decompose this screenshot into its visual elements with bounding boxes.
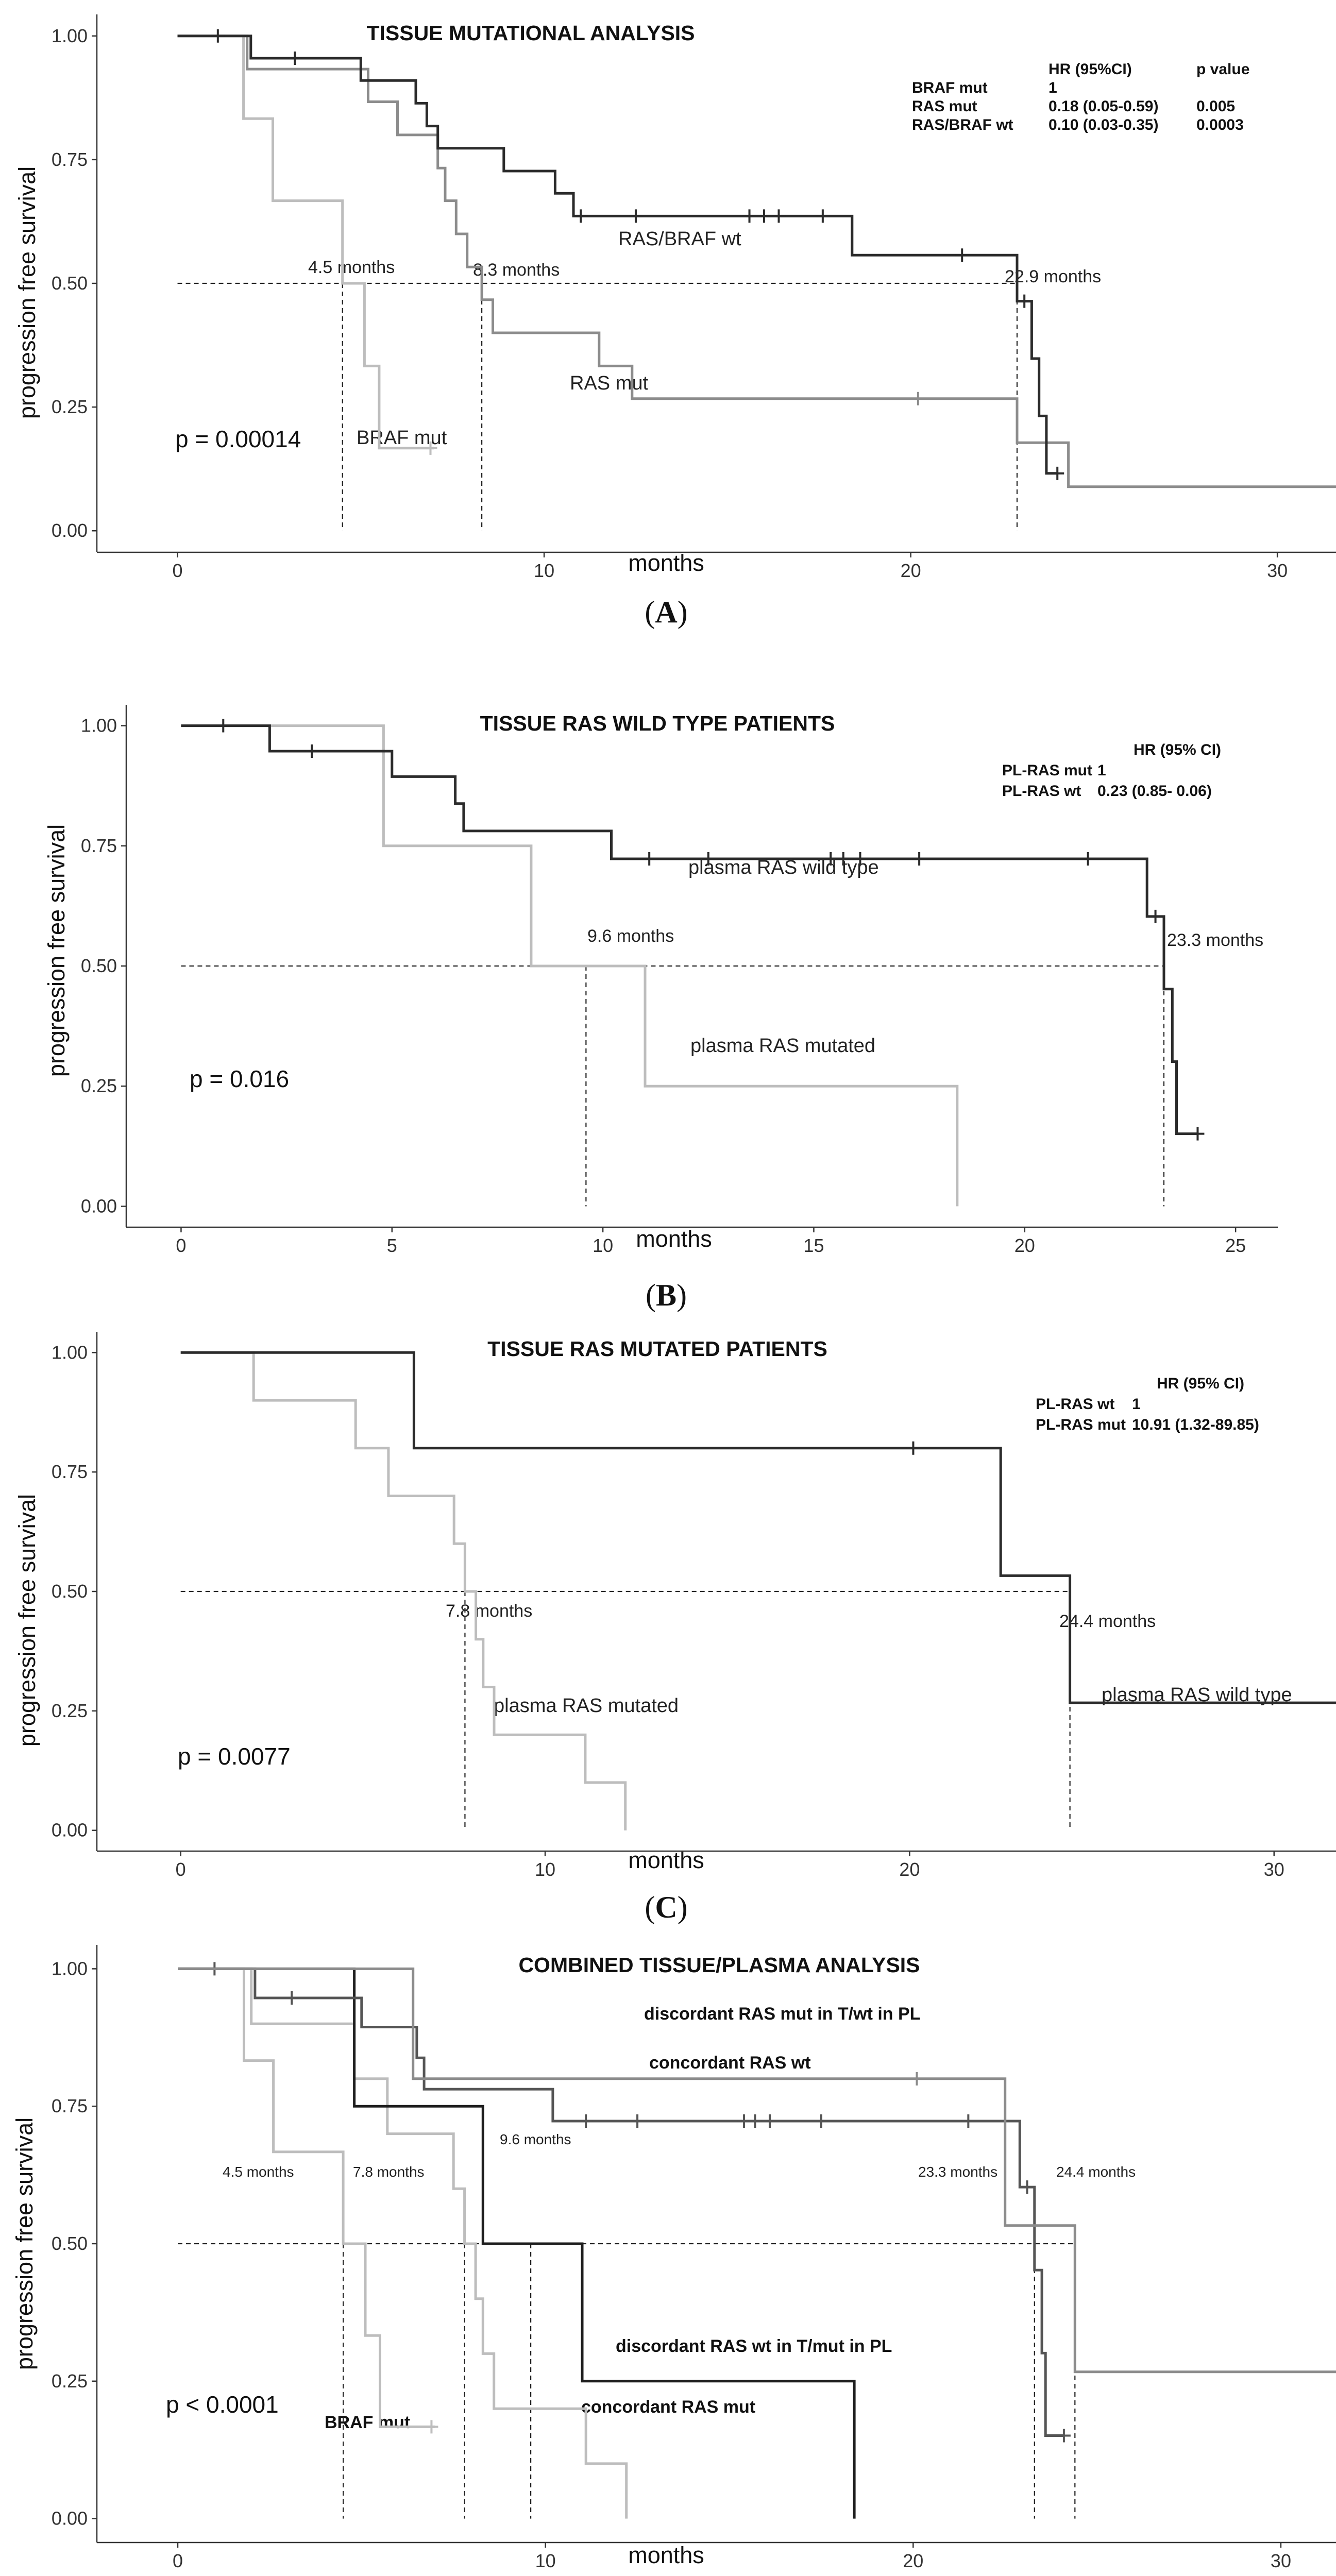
hr-row-label: BRAF mut: [912, 79, 988, 96]
censor-mark: [425, 2420, 438, 2433]
x-tick-label: 0: [172, 2550, 183, 2571]
censor-mark: [912, 852, 926, 866]
p-value: p = 0.00014: [175, 426, 301, 452]
x-tick-label: 20: [1014, 1235, 1035, 1256]
km-curve: [178, 1969, 1336, 2371]
censor-mark: [910, 2072, 923, 2086]
km-curve: [178, 36, 434, 448]
censor-mark: [1057, 2429, 1071, 2442]
censor-mark: [961, 2114, 975, 2128]
median-label: 7.8 months: [446, 1601, 533, 1621]
censor-mark: [642, 852, 656, 866]
x-tick-label: 30: [1270, 2550, 1291, 2571]
y-tick-label: 0.25: [51, 2370, 88, 2392]
censor-mark: [816, 209, 830, 223]
x-tick-label: 5: [386, 1235, 397, 1256]
censor-mark: [211, 29, 225, 43]
x-axis-label: months: [628, 2542, 704, 2568]
y-tick-label: 0.75: [51, 148, 88, 170]
y-tick-label: 0.75: [51, 1461, 88, 1483]
median-label: 9.6 months: [587, 926, 674, 946]
y-tick-label: 1.00: [80, 715, 117, 736]
hr-row-pvalue: 0.005: [1196, 98, 1236, 115]
y-tick-label: 0.50: [51, 1581, 88, 1602]
curve-label-braf-mut: BRAF mut: [357, 427, 447, 449]
censor-mark: [629, 209, 642, 223]
curve-label-plasma-ras-wt: plasma RAS wild type: [1102, 1684, 1292, 1706]
km-curve: [178, 1969, 435, 2427]
censor-mark: [1191, 1127, 1204, 1141]
median-label: 23.3 months: [918, 2164, 998, 2180]
x-tick-label: 10: [534, 560, 555, 581]
panel-c: [14, 1332, 1336, 1924]
hr-row-value: 1: [1048, 79, 1057, 96]
chart-title: TISSUE MUTATIONAL ANALYSIS: [366, 21, 695, 45]
x-axis-label: months: [636, 1226, 712, 1252]
y-tick-label: 0.25: [80, 1075, 117, 1097]
x-axis-label: months: [628, 550, 704, 576]
y-tick-label: 0.00: [51, 1819, 88, 1841]
curve-label-plasma-ras-wt: plasma RAS wild type: [688, 857, 879, 878]
censor-mark: [955, 248, 969, 262]
censor-mark: [1021, 2180, 1034, 2194]
censor-mark: [288, 52, 301, 65]
median-label: 24.4 months: [1056, 2164, 1136, 2180]
hr-table: [1002, 741, 1221, 800]
curve-label-ras-mut: RAS mut: [570, 372, 649, 394]
median-label: 7.8 months: [353, 2164, 425, 2180]
y-tick-label: 0.50: [51, 273, 88, 294]
x-tick-label: 10: [535, 1859, 556, 1880]
chart-title: COMBINED TISSUE/PLASMA ANALYSIS: [518, 1953, 920, 1977]
censor-mark: [631, 2114, 644, 2128]
y-tick-label: 0.00: [51, 2507, 88, 2529]
y-axis-label: progression free survival: [14, 1494, 40, 1747]
y-tick-label: 1.00: [51, 25, 88, 46]
median-label: 8.3 months: [473, 260, 560, 280]
hr-header: p value: [1196, 61, 1250, 78]
y-axis-label: progression free survival: [11, 2117, 38, 2370]
curve-label-ras-braf-wt: RAS/BRAF wt: [618, 228, 741, 250]
x-axis-label: months: [628, 1847, 704, 1873]
curve-label-plasma-ras-mut: plasma RAS mutated: [494, 1695, 679, 1717]
censor-mark: [579, 2114, 593, 2128]
y-tick-label: 0.75: [51, 2095, 88, 2117]
y-tick-label: 0.50: [51, 2233, 88, 2254]
curve-label-braf-mut: BRAF mut: [325, 2413, 411, 2432]
km-curve: [181, 1352, 1336, 1703]
x-tick-label: 20: [903, 2550, 924, 2571]
hr-row-value: 1: [1132, 1396, 1141, 1413]
curve-label-discordant-mut-t: discordant RAS mut in T/wt in PL: [644, 2004, 921, 2024]
censor-mark: [216, 719, 230, 733]
censor-mark: [911, 392, 925, 405]
hr-row-label: RAS mut: [912, 98, 977, 115]
censor-mark: [574, 209, 587, 223]
hr-row-pvalue: 0.0003: [1196, 116, 1244, 133]
x-tick-label: 15: [803, 1235, 824, 1256]
hr-header: HR (95%CI): [1048, 61, 1132, 78]
hr-row-label: RAS/BRAF wt: [912, 116, 1013, 133]
y-tick-label: 0.25: [51, 1700, 88, 1721]
median-label: 22.9 months: [1005, 267, 1102, 286]
x-tick-label: 30: [1267, 560, 1288, 581]
curve-label-discordant-wt-t: discordant RAS wt in T/mut in PL: [616, 2336, 892, 2356]
y-axis-label: progression free survival: [14, 166, 40, 419]
censor-mark: [772, 209, 785, 223]
median-label: 4.5 months: [223, 2164, 294, 2180]
censor-mark: [743, 209, 756, 223]
censor-mark: [1081, 852, 1095, 866]
panel-letter: A: [655, 595, 678, 629]
censor-mark: [1051, 467, 1064, 480]
chart-title: TISSUE RAS MUTATED PATIENTS: [487, 1337, 827, 1361]
p-value: p = 0.016: [190, 1065, 290, 1092]
hr-row-value: 0.10 (0.03-0.35): [1048, 116, 1159, 133]
hr-row-value: 1: [1097, 762, 1106, 779]
curve-label-plasma-ras-mut: plasma RAS mutated: [690, 1035, 876, 1057]
panel-label-b: (B): [646, 1278, 687, 1312]
censor-mark: [1018, 295, 1031, 308]
panel-letter: C: [655, 1890, 678, 1924]
y-tick-label: 0.00: [51, 520, 88, 541]
y-tick-label: 0.50: [80, 955, 117, 976]
hr-row-value: 0.18 (0.05-0.59): [1048, 98, 1159, 115]
hr-row-value: 10.91 (1.32-89.85): [1132, 1416, 1259, 1433]
x-tick-label: 20: [899, 1859, 920, 1880]
panel-label-c: (C): [645, 1890, 688, 1924]
hr-header: HR (95% CI): [1157, 1375, 1245, 1392]
x-tick-label: 10: [535, 2550, 556, 2571]
x-tick-label: 0: [175, 1859, 186, 1880]
chart-title: TISSUE RAS WILD TYPE PATIENTS: [480, 711, 835, 735]
hr-header: HR (95% CI): [1134, 741, 1222, 758]
y-tick-label: 1.00: [51, 1958, 88, 1979]
median-label: 9.6 months: [500, 2131, 571, 2147]
hr-row-label: PL-RAS wt: [1002, 783, 1081, 800]
censor-mark: [906, 1442, 920, 1455]
panel-label-a: (A): [645, 595, 688, 629]
panel-letter: B: [655, 1278, 677, 1312]
y-tick-label: 0.75: [80, 835, 117, 856]
x-tick-label: 30: [1263, 1859, 1284, 1880]
panel-b: [43, 705, 1278, 1312]
hr-row-label: PL-RAS mut: [1002, 762, 1092, 779]
curve-label-concordant-wt: concordant RAS wt: [649, 2053, 811, 2073]
y-tick-label: 0.25: [51, 396, 88, 418]
x-tick-label: 0: [172, 560, 183, 581]
censor-mark: [285, 1991, 298, 2005]
hr-row-label: PL-RAS mut: [1036, 1416, 1126, 1433]
median-label: 23.3 months: [1167, 930, 1264, 950]
curve-label-concordant-mut: concordant RAS mut: [581, 2397, 756, 2417]
p-value: p = 0.0077: [178, 1743, 291, 1770]
censor-mark: [748, 2114, 762, 2128]
hr-table: [912, 61, 1249, 133]
hr-row-label: PL-RAS wt: [1036, 1396, 1115, 1413]
hr-row-value: 0.23 (0.85- 0.06): [1097, 783, 1212, 800]
panel-a: [14, 14, 1336, 629]
censor-mark: [1149, 910, 1162, 923]
hr-table: [1036, 1375, 1259, 1433]
x-tick-label: 20: [900, 560, 921, 581]
median-label: 4.5 months: [308, 258, 395, 277]
x-tick-label: 25: [1225, 1235, 1246, 1256]
x-tick-label: 0: [176, 1235, 187, 1256]
censor-mark: [763, 2114, 776, 2128]
panel-d: [11, 1945, 1336, 2576]
p-value: p < 0.0001: [166, 2391, 279, 2418]
censor-mark: [305, 744, 318, 758]
y-tick-label: 0.00: [80, 1195, 117, 1217]
censor-mark: [757, 209, 771, 223]
km-curve: [178, 1969, 1064, 2435]
median-label: 24.4 months: [1059, 1612, 1156, 1631]
y-axis-label: progression free survival: [43, 824, 70, 1077]
censor-mark: [815, 2114, 828, 2128]
y-tick-label: 1.00: [51, 1342, 88, 1363]
x-tick-label: 10: [593, 1235, 614, 1256]
